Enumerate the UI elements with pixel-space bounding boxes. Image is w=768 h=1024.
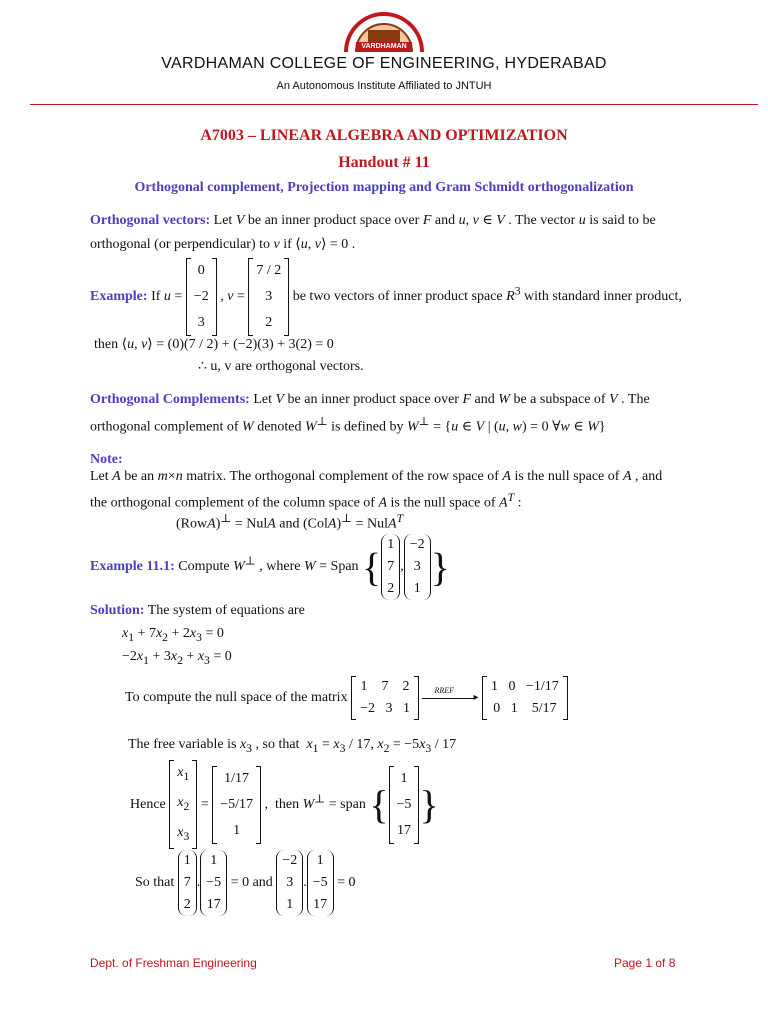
note-heading: Note:	[90, 452, 123, 467]
so-that-text: So that	[135, 875, 175, 891]
coefficient-matrix: 1 7 2 −2 3 1	[351, 676, 419, 720]
span-vector-2: −2 3 1	[404, 534, 431, 600]
free-variable-line: The free variable is $x_3$ , so that $x_1 = x_3 / 17$, $x_2 = -5x_3 / 17$	[128, 737, 457, 755]
check-vector-d: 1 −5 17	[307, 850, 334, 916]
vector-u: 0 −2 3	[186, 258, 217, 336]
verification-line: So that 1 7 2 . 1 −5 17 = 0 and −2 3 1 . 1 −5 17 = 0	[135, 850, 356, 916]
vector-v: 7 / 2 3 2	[248, 258, 289, 336]
note-text: Let A be an m×n matrix. The orthogonal complement of the row space of A is the null space of A , and	[90, 469, 663, 484]
free-variable-text: The free variable is	[128, 737, 237, 752]
span-vector-1: 1 7 2	[381, 534, 400, 600]
footer-department: Dept. of Freshman Engineering	[90, 956, 257, 970]
topic-title: Orthogonal complement, Projection mapping and Gram Schmidt orthogonalization	[134, 180, 634, 195]
rref-arrow	[422, 698, 474, 699]
orthogonal-complements-definition-2: orthogonal complement of W denoted W⊥ is defined by W⊥ = {u ∈ V | (u, w) = 0 ∀w ∈ W}	[90, 415, 606, 435]
orthogonal-complements-definition: Orthogonal Complements: Let V be an inner product space over F and W be a subspace of V . The	[90, 392, 650, 407]
note-heading-line	[90, 452, 123, 468]
solution-vector: 1/17 −5/17 1	[212, 766, 261, 844]
header-rule	[30, 104, 758, 105]
null-space-intro: To compute the null space of the matrix	[125, 690, 348, 706]
note-formula: (RowA)⊥ = NulA and (ColA)⊥ = NulA$^T$	[176, 512, 404, 532]
check-vector-a: 1 7 2	[178, 850, 197, 916]
handout-number: Handout # 11	[338, 154, 430, 171]
check-vector-c: −2 3 1	[276, 850, 303, 916]
orthogonal-vectors-definition: Orthogonal vectors: Let V be an inner product space over F and u, v ∈ V . The vector u is said to be	[90, 213, 656, 228]
solution-line	[90, 603, 305, 619]
equation-2: $-2x_1 + 3x_2 + x_3 = 0$	[122, 649, 232, 667]
college-name: VARDHAMAN COLLEGE OF ENGINEERING, HYDERABAD	[161, 55, 607, 72]
logo-text: VARDHAMAN	[361, 43, 407, 50]
orthogonal-vectors-definition-2: orthogonal (or perpendicular) to v if ⟨u, v⟩ = 0 .	[90, 237, 356, 252]
example-heading: Example:	[90, 289, 148, 305]
example-vectors: Example: If u = 0 −2 3 , v = 7 / 2 3 2 be two vectors of inner product space $R^3$ with standard inner product,	[90, 258, 682, 336]
orthogonal-complements-heading: Orthogonal Complements:	[90, 392, 250, 407]
rref-matrix: 1 0 −1/17 0 1 5/17	[482, 676, 568, 720]
solution-intro: The system of equations are	[147, 603, 305, 618]
basis-vector: 1 −5 17	[389, 766, 420, 844]
solution-heading: Solution:	[90, 603, 145, 618]
hence-text: Hence	[130, 796, 166, 812]
college-logo	[326, 8, 442, 56]
orthogonal-vectors-heading: Orthogonal vectors:	[90, 213, 211, 228]
footer-page-number: Page 1 of 8	[614, 956, 676, 970]
equation-1: $x_1 + 7x_2 + 2x_3 = 0$	[122, 626, 224, 644]
check-vector-b: 1 −5 17	[200, 850, 227, 916]
null-space-line: To compute the null space of the matrix 1 7 2 −2 3 1 RREF ▸ 1 0 −1/17 0 1 5/17	[125, 676, 568, 720]
x-vector: $x_1$ $x_2$ $x_3$	[169, 760, 197, 849]
inner-product-calc: then ⟨u, v⟩ = (0)(7 / 2) + (−2)(3) + 3(2) = 0	[94, 337, 334, 352]
hence-line: Hence $x_1$ $x_2$ $x_3$ = 1/17 −5/17 1 , then W⊥ = span { 1 −5 17 }	[130, 760, 439, 849]
example-11-1: Example 11.1: Compute W⊥ , where W = Span { 1 7 2 , −2 3 1 }	[90, 534, 450, 600]
orthogonal-result: u, v are orthogonal vectors.	[210, 359, 364, 374]
course-title: A7003 – LINEAR ALGEBRA AND OPTIMIZATION	[200, 127, 568, 144]
college-subtitle: An Autonomous Institute Affiliated to JNTUH	[276, 80, 492, 92]
example-11-1-heading: Example 11.1:	[90, 559, 175, 575]
note-text-2: the orthogonal complement of the column space of A is the null space of $A^T$ :	[90, 491, 522, 511]
orthogonal-conclusion: ∴ u, v are orthogonal vectors.	[198, 359, 364, 374]
rref-label: RREF	[434, 686, 455, 695]
